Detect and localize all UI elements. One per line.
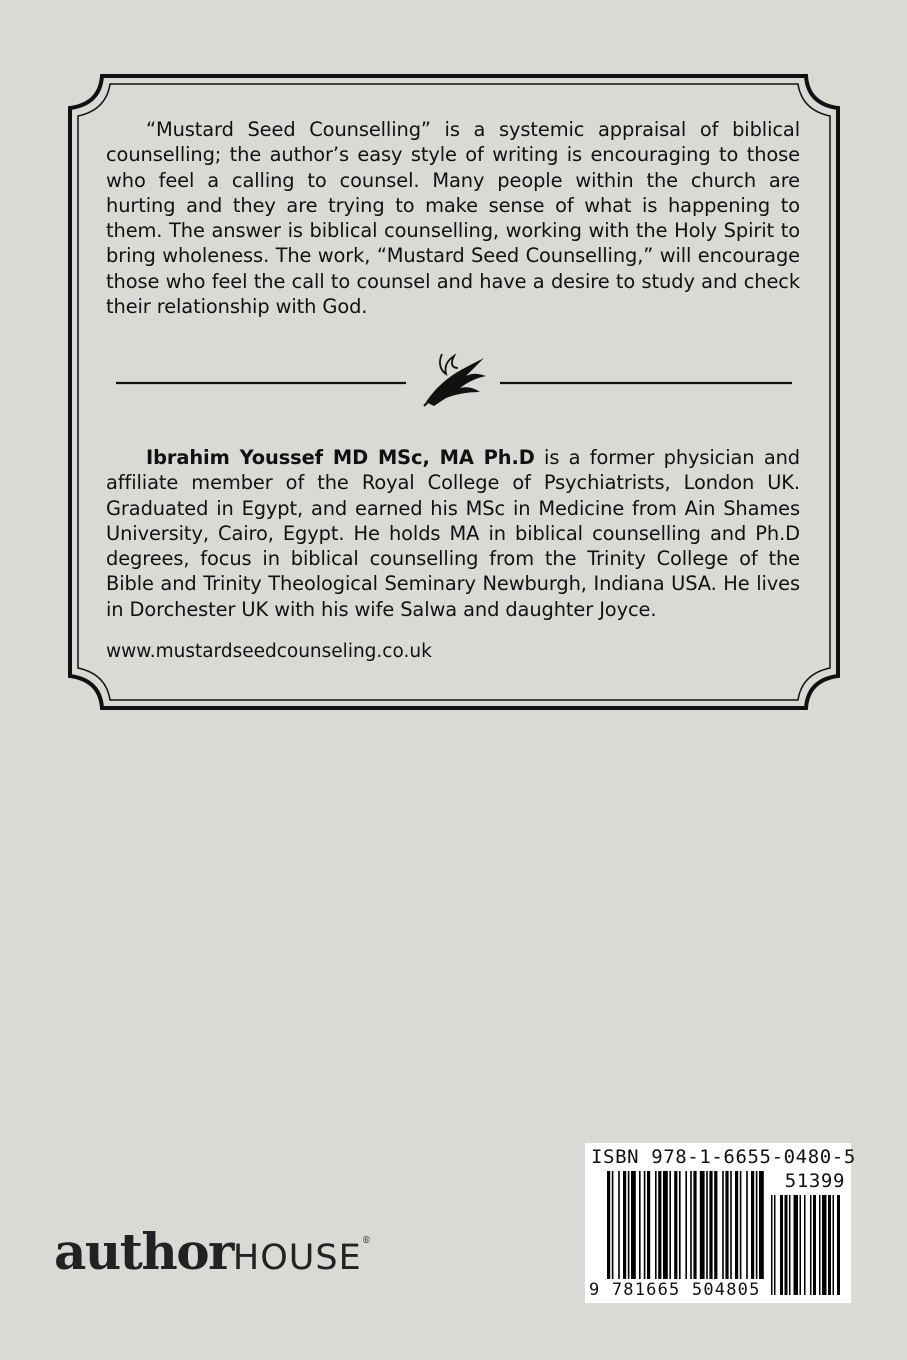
quill-divider bbox=[116, 350, 792, 410]
isbn-label: ISBN 978-1-6655-0480-5 bbox=[591, 1146, 856, 1168]
publisher-logo-part2: HOUSE bbox=[232, 1238, 362, 1278]
author-bio-text: is a former physician and affiliate member of the Royal College of Psychiatrists, London UK. Graduated in Egypt, and earned his MSc in Medicine from Ain Shames University, Cairo, Egypt. He holds MA in biblical counselling and Ph.D degrees, focus in biblical counselling from the Trinity College of the Bible and Trinity Theological Seminary Newburgh, Indiana USA. He lives in Dorchester UK with his wife Salwa and daughter Joyce. bbox=[106, 446, 800, 621]
book-description: “Mustard Seed Counselling” is a systemic appraisal of biblical counselling; the author’s easy style of writing is encouraging to those who feel a calling to counsel. Many people within the church are hurting and they are trying to make sense of what is happening to them. The answer is biblical counselling, working with the Holy Spirit to bring wholeness. The work, “Mustard Seed Counselling,” will encourage those who feel the call to counsel and have a desire to study and check their relationship with God. bbox=[106, 118, 800, 319]
author-bio bbox=[106, 445, 800, 622]
barcode-bars bbox=[585, 1143, 856, 1303]
registered-mark: ® bbox=[361, 1236, 371, 1246]
price-code: 51399 bbox=[784, 1170, 845, 1192]
barcode-digits: 9 781665 504805 bbox=[589, 1280, 761, 1300]
quill-pen-icon bbox=[424, 354, 486, 406]
publisher-logo-part1: author bbox=[54, 1222, 233, 1281]
publisher-logo bbox=[54, 1222, 371, 1281]
website-url: www.mustardseedcounseling.co.uk bbox=[106, 641, 432, 662]
isbn-barcode bbox=[585, 1143, 856, 1303]
author-name: Ibrahim Youssef MD MSc, MA Ph.D bbox=[146, 446, 535, 469]
